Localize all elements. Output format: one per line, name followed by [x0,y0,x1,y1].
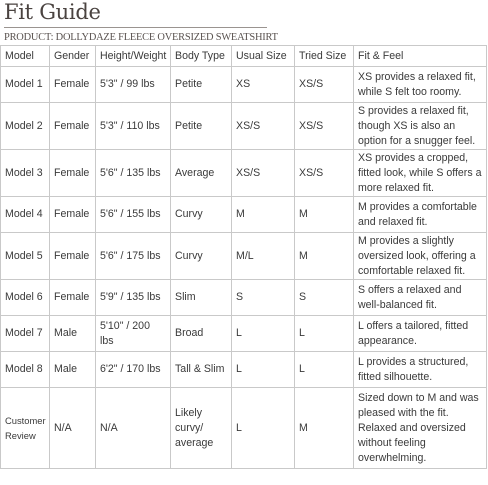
cell-usual-size: M/L [232,233,295,280]
cell-usual-size: XS/S [232,150,295,197]
cell-body-type: Curvy [171,197,232,233]
cell-fit-feel: XS provides a relaxed fit, while S felt too roomy. [354,67,487,103]
cell-height-weight: 5'6" / 135 lbs [96,150,171,197]
cell-fit-feel: M provides a slightly oversized look, offering a comfortable relaxed fit. [354,233,487,280]
cell-tried-size: XS/S [295,150,354,197]
cell-fit-feel: XS provides a cropped, fitted look, while S offers a more relaxed fit. [354,150,487,197]
cell-height-weight: 5'9" / 135 lbs [96,280,171,316]
cell-model: Model 6 [1,280,50,316]
cell-body-type: Petite [171,67,232,103]
column-header-gender: Gender [50,46,96,67]
cell-model: Customer Review [1,388,50,469]
page-title: Fit Guide [4,0,101,24]
cell-model: Model 5 [1,233,50,280]
cell-height-weight: 5'3" / 110 lbs [96,103,171,150]
table-row [1,316,487,352]
cell-gender: Female [50,150,96,197]
cell-height-weight: 5'3" / 99 lbs [96,67,171,103]
table-row [1,233,487,280]
fit-guide-table [0,45,487,469]
cell-tried-size: L [295,352,354,388]
table-row [1,352,487,388]
title-underline [4,27,267,28]
cell-tried-size: M [295,197,354,233]
cell-model: Model 3 [1,150,50,197]
cell-gender: Female [50,67,96,103]
cell-height-weight: 5'6" / 175 lbs [96,233,171,280]
cell-tried-size: M [295,233,354,280]
cell-gender: Female [50,197,96,233]
column-header-height-weight: Height/Weight [96,46,171,67]
cell-tried-size: L [295,316,354,352]
cell-height-weight: 6'2" / 170 lbs [96,352,171,388]
cell-fit-feel: Sized down to M and was pleased with the fit. Relaxed and oversized without feeling overwhelming. [354,388,487,469]
column-header-tried-size: Tried Size [295,46,354,67]
cell-gender: Male [50,352,96,388]
cell-body-type: Curvy [171,233,232,280]
table-header-row [1,46,487,67]
cell-model: Model 8 [1,352,50,388]
cell-gender: Female [50,103,96,150]
cell-usual-size: XS/S [232,103,295,150]
table-row [1,67,487,103]
cell-tried-size: XS/S [295,103,354,150]
cell-tried-size: M [295,388,354,469]
table-row [1,150,487,197]
table-row-customer-review [1,388,487,469]
product-name: PRODUCT: DOLLYDAZE FLEECE OVERSIZED SWEATSHIRT [4,32,278,43]
cell-model: Model 1 [1,67,50,103]
cell-fit-feel: S provides a relaxed fit, though XS is also an option for a snugger feel. [354,103,487,150]
cell-usual-size: L [232,316,295,352]
cell-usual-size: L [232,352,295,388]
cell-body-type: Slim [171,280,232,316]
table-row [1,103,487,150]
cell-gender: N/A [50,388,96,469]
cell-height-weight: 5'6" / 155 lbs [96,197,171,233]
cell-body-type: Likely curvy/ average [171,388,232,469]
cell-gender: Female [50,280,96,316]
cell-tried-size: XS/S [295,67,354,103]
cell-usual-size: XS [232,67,295,103]
cell-model: Model 4 [1,197,50,233]
cell-model: Model 2 [1,103,50,150]
cell-fit-feel: L provides a structured, fitted silhouette. [354,352,487,388]
column-header-fit-feel: Fit & Feel [354,46,487,67]
column-header-body-type: Body Type [171,46,232,67]
cell-fit-feel: M provides a comfortable and relaxed fit. [354,197,487,233]
cell-height-weight: 5'10" / 200 lbs [96,316,171,352]
cell-gender: Male [50,316,96,352]
cell-usual-size: L [232,388,295,469]
cell-model: Model 7 [1,316,50,352]
cell-tried-size: S [295,280,354,316]
column-header-usual-size: Usual Size [232,46,295,67]
table-row [1,197,487,233]
cell-usual-size: M [232,197,295,233]
cell-body-type: Tall & Slim [171,352,232,388]
cell-gender: Female [50,233,96,280]
cell-fit-feel: L offers a tailored, fitted appearance. [354,316,487,352]
cell-body-type: Average [171,150,232,197]
cell-body-type: Petite [171,103,232,150]
cell-height-weight: N/A [96,388,171,469]
column-header-model: Model [1,46,50,67]
table-row [1,280,487,316]
cell-body-type: Broad [171,316,232,352]
cell-fit-feel: S offers a relaxed and well-balanced fit. [354,280,487,316]
cell-usual-size: S [232,280,295,316]
